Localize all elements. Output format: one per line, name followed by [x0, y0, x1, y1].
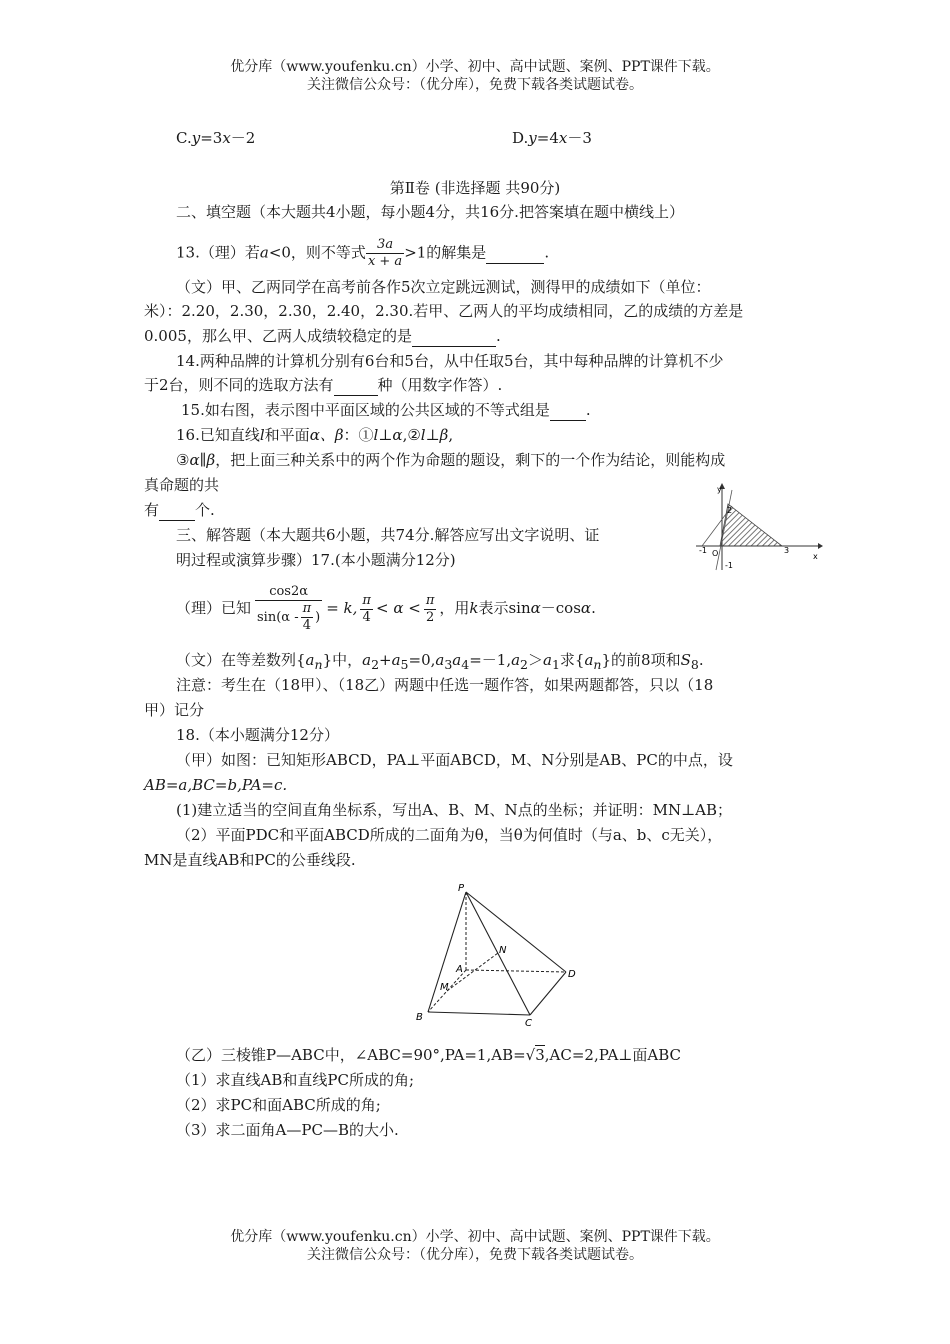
question-18-part-1: (1)建立适当的空间直角坐标系，写出A、B、M、N点的坐标；并证明：MN⊥AB；: [176, 801, 733, 819]
question-17-li: （理）已知 cos2α sin(α - $\frac{\pi}{4}$ ) = k, $\frac{\pi}{4}$ < α < $\frac{\pi}{2}$ ，用k表示sinα－cosα.: [176, 584, 596, 633]
question-18-part-2-line-2: MN是直线AB和PC的公垂线段.: [144, 851, 356, 869]
question-14-line-2: 于2台，则不同的选取方法有 种（用数字作答）.: [144, 376, 503, 394]
footer-line-2: 关注微信公众号：（优分库），免费下载各类试题试卷。: [307, 1247, 643, 1263]
point-label-N: N: [499, 945, 507, 956]
question-13w-line-3: 0.005，那么甲、乙两人成绩较稳定的是 .: [144, 327, 501, 345]
question-16-line-2: ③α∥β，把上面三种关系中的两个作为命题的题设，剩下的一个作为结论，则能构成: [176, 451, 726, 469]
question-18-yi-3: （3）求二面角A—PC—B的大小.: [176, 1121, 399, 1139]
edge-CD: [530, 972, 566, 1015]
question-18-yi-1: （1）求直线AB和直线PC所成的角;: [176, 1071, 415, 1089]
vertex-label-A: A: [456, 964, 463, 975]
question-18-head: 18.（本小题满分12分）: [176, 726, 339, 744]
edge-PC: [466, 892, 530, 1015]
edge-PB: [428, 892, 466, 1012]
answer-blank: [412, 326, 496, 347]
question-18-jia-line-1: （甲）如图：已知矩形ABCD，PA⊥平面ABCD，M、N分别是AB、PC的中点，设: [176, 751, 733, 769]
region-chart: [692, 480, 824, 572]
edge-BC: [428, 1012, 530, 1015]
answer-blank: [334, 375, 378, 396]
note-line-2: 甲）记分: [144, 701, 205, 719]
part-title: 第Ⅱ卷 (非选择题 共90分): [389, 179, 561, 197]
vertex-label-P: P: [458, 883, 465, 894]
pyramid-figure: [408, 880, 590, 1028]
question-13w-line-2: 米）：2.20，2.30，2.30，2.40，2.30.若甲、乙两人的平均成绩相同，乙的成绩的方差是: [144, 302, 744, 320]
edge-AD-hidden: [466, 970, 566, 972]
question-13w-line-1: （文）甲、乙两同学在高考前各作5次立定跳远测试，测得甲的成绩如下（单位：: [176, 278, 711, 296]
tick-label-2: 2: [727, 506, 733, 515]
point-label-M: M: [440, 982, 449, 993]
question-16-line-3: 真命题的共: [144, 476, 220, 494]
question-17-wen: （文）在等差数列$\{a_n\}$中，$a_2+a_5=0,a_3a_4=-1,a_2>a_1$求$\{a_n\}$的前8项和$S_8$.: [176, 651, 704, 672]
header-line-1: 优分库（www.youfenku.cn）小学、初中、高中试题、案例、PPT课件下载。: [230, 59, 720, 75]
fraction-3a-over-x-plus-a: $\frac{3a}{x + a}$: [367, 237, 403, 269]
sqrt-sign: √: [525, 1046, 536, 1064]
question-15: 15.如右图，表示图中平面区域的公共区域的不等式组是 .: [181, 401, 591, 419]
vertex-label-B: B: [416, 1012, 423, 1023]
note-line-1: 注意：考生在（18甲）、（18乙）两题中任选一题作答，如果两题都答，只以（18: [176, 676, 714, 694]
question-18-jia-line-2: AB=a,BC=b,PA=c.: [144, 776, 288, 794]
tick-label-neg1-y: -1: [725, 561, 733, 570]
fraction-cos2a-over-sin: cos2α sin(α - $\frac{\pi}{4}$ ): [257, 584, 321, 633]
question-14-line-1: 14.两种品牌的计算机分别有6台和5台，从中任取5台，其中每种品牌的计算机不少: [176, 352, 724, 370]
tick-label-3: 3: [784, 546, 790, 555]
question-18-part-2-line-1: （2）平面PDC和平面ABCD所成的二面角为θ，当θ为何值时（与a、b、c无关），: [176, 826, 723, 844]
segment-MN-hidden: [447, 953, 498, 991]
section-3-line-2: 明过程或演算步骤）17.(本小题满分12分): [176, 551, 456, 569]
answer-blank: [550, 400, 586, 421]
answer-blank: [159, 500, 195, 521]
tick-label-neg1: -1: [699, 546, 707, 555]
fraction-pi-over-2: $\frac{\pi}{2}$: [425, 592, 435, 625]
question-13: 13.（理）若a<0，则不等式 $\frac{3a}{x + a}$ >1的解集是 .: [176, 237, 550, 269]
question-18-yi-2: （2）求PC和面ABC所成的角;: [176, 1096, 381, 1114]
origin-label: O: [712, 549, 719, 558]
edge-PD: [466, 892, 566, 972]
option-d: D.y=4x－3: [512, 129, 592, 147]
vertex-label-D: D: [568, 969, 576, 980]
fraction-pi-over-4: $\frac{\pi}{4}$: [302, 601, 312, 633]
footer-line-1: 优分库（www.youfenku.cn）小学、初中、高中试题、案例、PPT课件下载。: [230, 1229, 720, 1245]
section-2-intro: 二、填空题（本大题共4小题，每小题4分，共16分.把答案填在题中横线上）: [176, 203, 684, 221]
question-18-yi-line-1: （乙）三棱锥P—ABC中，∠ABC=90°,PA=1,AB=√3,AC=2,PA⊥面ABC: [176, 1046, 682, 1064]
question-16-line-4: 有 个.: [144, 501, 215, 519]
section-3-line-1: 三、解答题（本大题共6小题，共74分.解答应写出文字说明、证: [176, 526, 600, 544]
x-axis-arrow: [818, 543, 823, 549]
question-16-line-1: 16.已知直线l和平面α、β：①l⊥α,②l⊥β,: [176, 426, 454, 444]
x-axis-label: x: [813, 552, 818, 561]
sqrt-radicand: 3: [535, 1046, 545, 1064]
fraction-pi-over-4-left: $\frac{\pi}{4}$: [362, 592, 371, 625]
option-c: C.y=3x－2: [176, 129, 256, 147]
vertex-label-C: C: [525, 1018, 532, 1028]
y-axis-label: y: [717, 485, 722, 494]
answer-blank: [486, 243, 544, 264]
header-line-2: 关注微信公众号：（优分库），免费下载各类试题试卷。: [307, 77, 643, 93]
